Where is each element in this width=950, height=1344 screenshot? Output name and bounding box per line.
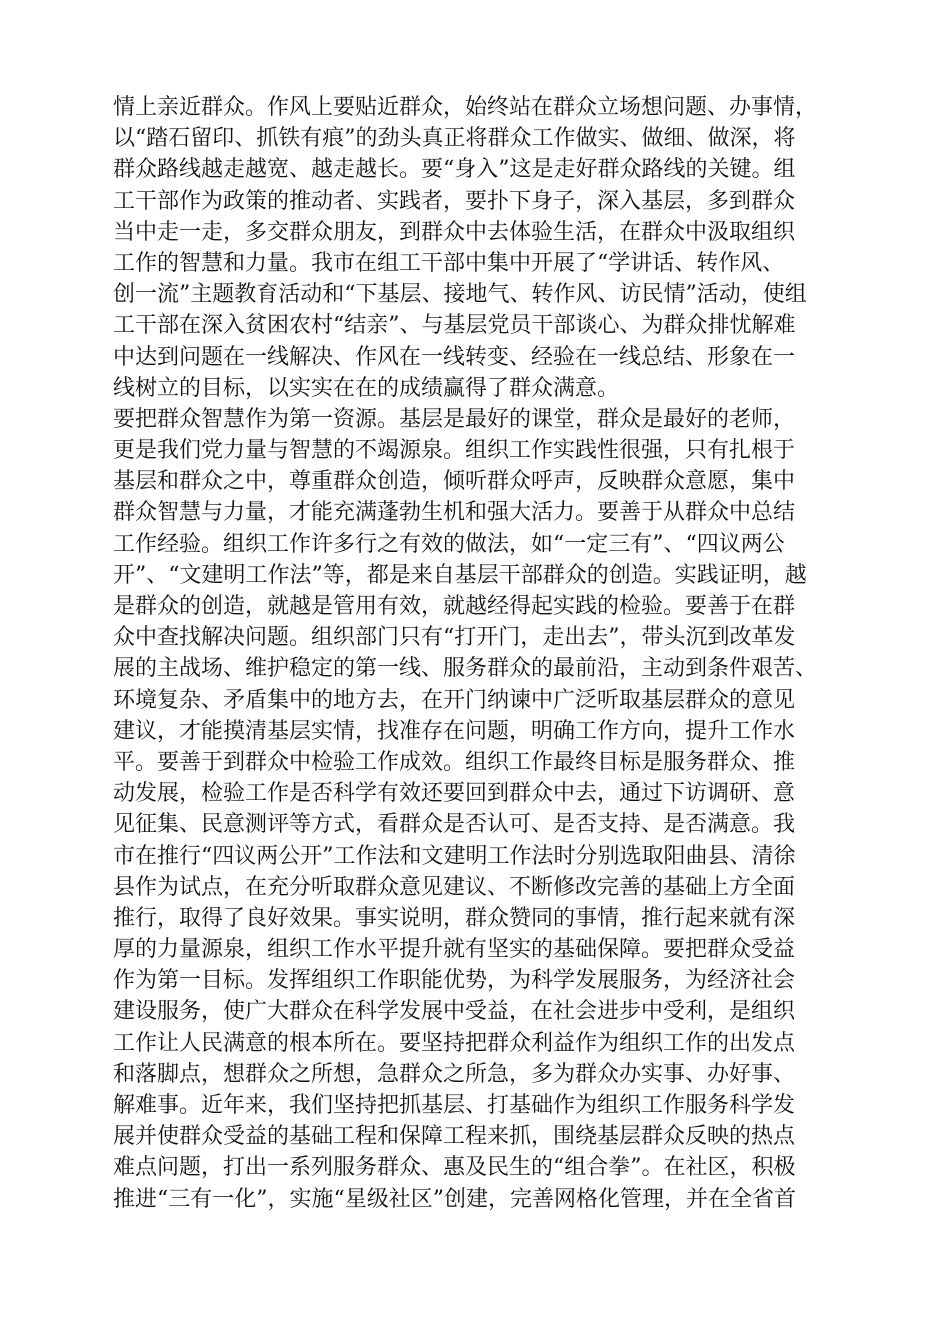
text-line: 工作让人民满意的根本所在。要坚持把群众利益作为组织工作的出发点 bbox=[113, 1030, 796, 1056]
text-line: 当中走一走，多交群众朋友，到群众中去体验生活，在群众中汲取组织 bbox=[113, 219, 796, 245]
text-line: 中达到问题在一线解决、作风在一线转变、经验在一线总结、形象在一 bbox=[113, 344, 796, 370]
text-line: 平。要善于到群众中检验工作成效。组织工作最终目标是服务群众、推 bbox=[113, 749, 796, 775]
text-line: 工干部作为政策的推动者、实践者，要扑下身子，深入基层，多到群众 bbox=[113, 188, 796, 214]
text-line: 创一流”主题教育活动和“下基层、接地气、转作风、访民情”活动，使组 bbox=[113, 282, 807, 308]
text-line: 推进“三有一化”，实施“星级社区”创建，完善网格化管理，并在全省首 bbox=[113, 1186, 796, 1212]
text-line: 基层和群众之中，尊重群众创造，倾听群众呼声，反映群众意愿，集中 bbox=[113, 469, 796, 495]
text-line: 开”、“文建明工作法”等，都是来自基层干部群众的创造。实践证明，越 bbox=[113, 562, 807, 588]
text-line: 情上亲近群众。作风上要贴近群众，始终站在群众立场想问题、办事情， bbox=[113, 95, 818, 120]
document-body bbox=[113, 92, 848, 1215]
text-line: 动发展，检验工作是否科学有效还要回到群众中去，通过下访调研、意 bbox=[113, 781, 796, 807]
text-line: 工作经验。组织工作许多行之有效的做法，如“一定三有”、“四议两公 bbox=[113, 531, 785, 557]
text-line: 推行，取得了良好效果。事实说明，群众赞同的事情，推行起来就有深 bbox=[113, 905, 796, 931]
text-line: 见征集、民意测评等方式，看群众是否认可、是否支持、是否满意。我 bbox=[113, 812, 796, 838]
text-line: 是群众的创造，就越是管用有效，就越经得起实践的检验。要善于在群 bbox=[113, 594, 796, 619]
text-line: 群众智慧与力量，才能充满蓬勃生机和强大活力。要善于从群众中总结 bbox=[113, 500, 796, 526]
text-line: 工作的智慧和力量。我市在组工干部中集中开展了“学讲话、转作风、 bbox=[113, 250, 785, 276]
text-line: 作为第一目标。发挥组织工作职能优势，为科学发展服务，为经济社会 bbox=[113, 968, 796, 994]
text-line: 线树立的目标，以实实在在的成绩赢得了群众满意。 bbox=[113, 375, 620, 401]
text-line: 和落脚点，想群众之所想，急群众之所急，多为群众办实事、办好事、 bbox=[113, 1061, 796, 1087]
text-line: 要把群众智慧作为第一资源。基层是最好的课堂，群众是最好的老师， bbox=[113, 406, 796, 432]
text-line: 众中查找解决问题。组织部门只有“打开门，走出去”，带头沉到改革发 bbox=[113, 625, 796, 651]
text-line: 群众路线越走越宽、越走越长。要“身入”这是走好群众路线的关键。组 bbox=[113, 157, 796, 183]
text-line: 难点问题，打出一系列服务群众、惠及民生的“组合拳”。在社区，积极 bbox=[113, 1155, 796, 1181]
text-line: 以“踏石留印、抓铁有痕”的劲头真正将群众工作做实、做细、做深，将 bbox=[113, 126, 796, 152]
text-line: 工干部在深入贫困农村“结亲”、与基层党员干部谈心、为群众排忧解难 bbox=[113, 313, 796, 339]
text-line: 展并使群众受益的基础工程和保障工程来抓，围绕基层群众反映的热点 bbox=[113, 1124, 796, 1150]
text-line: 环境复杂、矛盾集中的地方去，在开门纳谏中广泛听取基层群众的意见 bbox=[113, 687, 796, 713]
text-line: 建议，才能摸清基层实情，找准存在问题，明确工作方向，提升工作水 bbox=[113, 718, 796, 744]
text-line: 市在推行“四议两公开”工作法和文建明工作法时分别选取阳曲县、清徐 bbox=[113, 843, 796, 869]
text-line: 解难事。近年来，我们坚持把抓基层、打基础作为组织工作服务科学发 bbox=[113, 1093, 796, 1118]
text-line: 厚的力量源泉，组织工作水平提升就有坚实的基础保障。要把群众受益 bbox=[113, 937, 796, 963]
text-line: 建设服务，使广大群众在科学发展中受益，在社会进步中受利，是组织 bbox=[113, 999, 796, 1025]
text-line: 展的主战场、维护稳定的第一线、服务群众的最前沿，主动到条件艰苦、 bbox=[113, 656, 818, 682]
text-line: 县作为试点，在充分听取群众意见建议、不断修改完善的基础上方全面 bbox=[113, 874, 796, 900]
text-line: 更是我们党力量与智慧的不竭源泉。组织工作实践性很强，只有扎根于 bbox=[113, 438, 796, 464]
